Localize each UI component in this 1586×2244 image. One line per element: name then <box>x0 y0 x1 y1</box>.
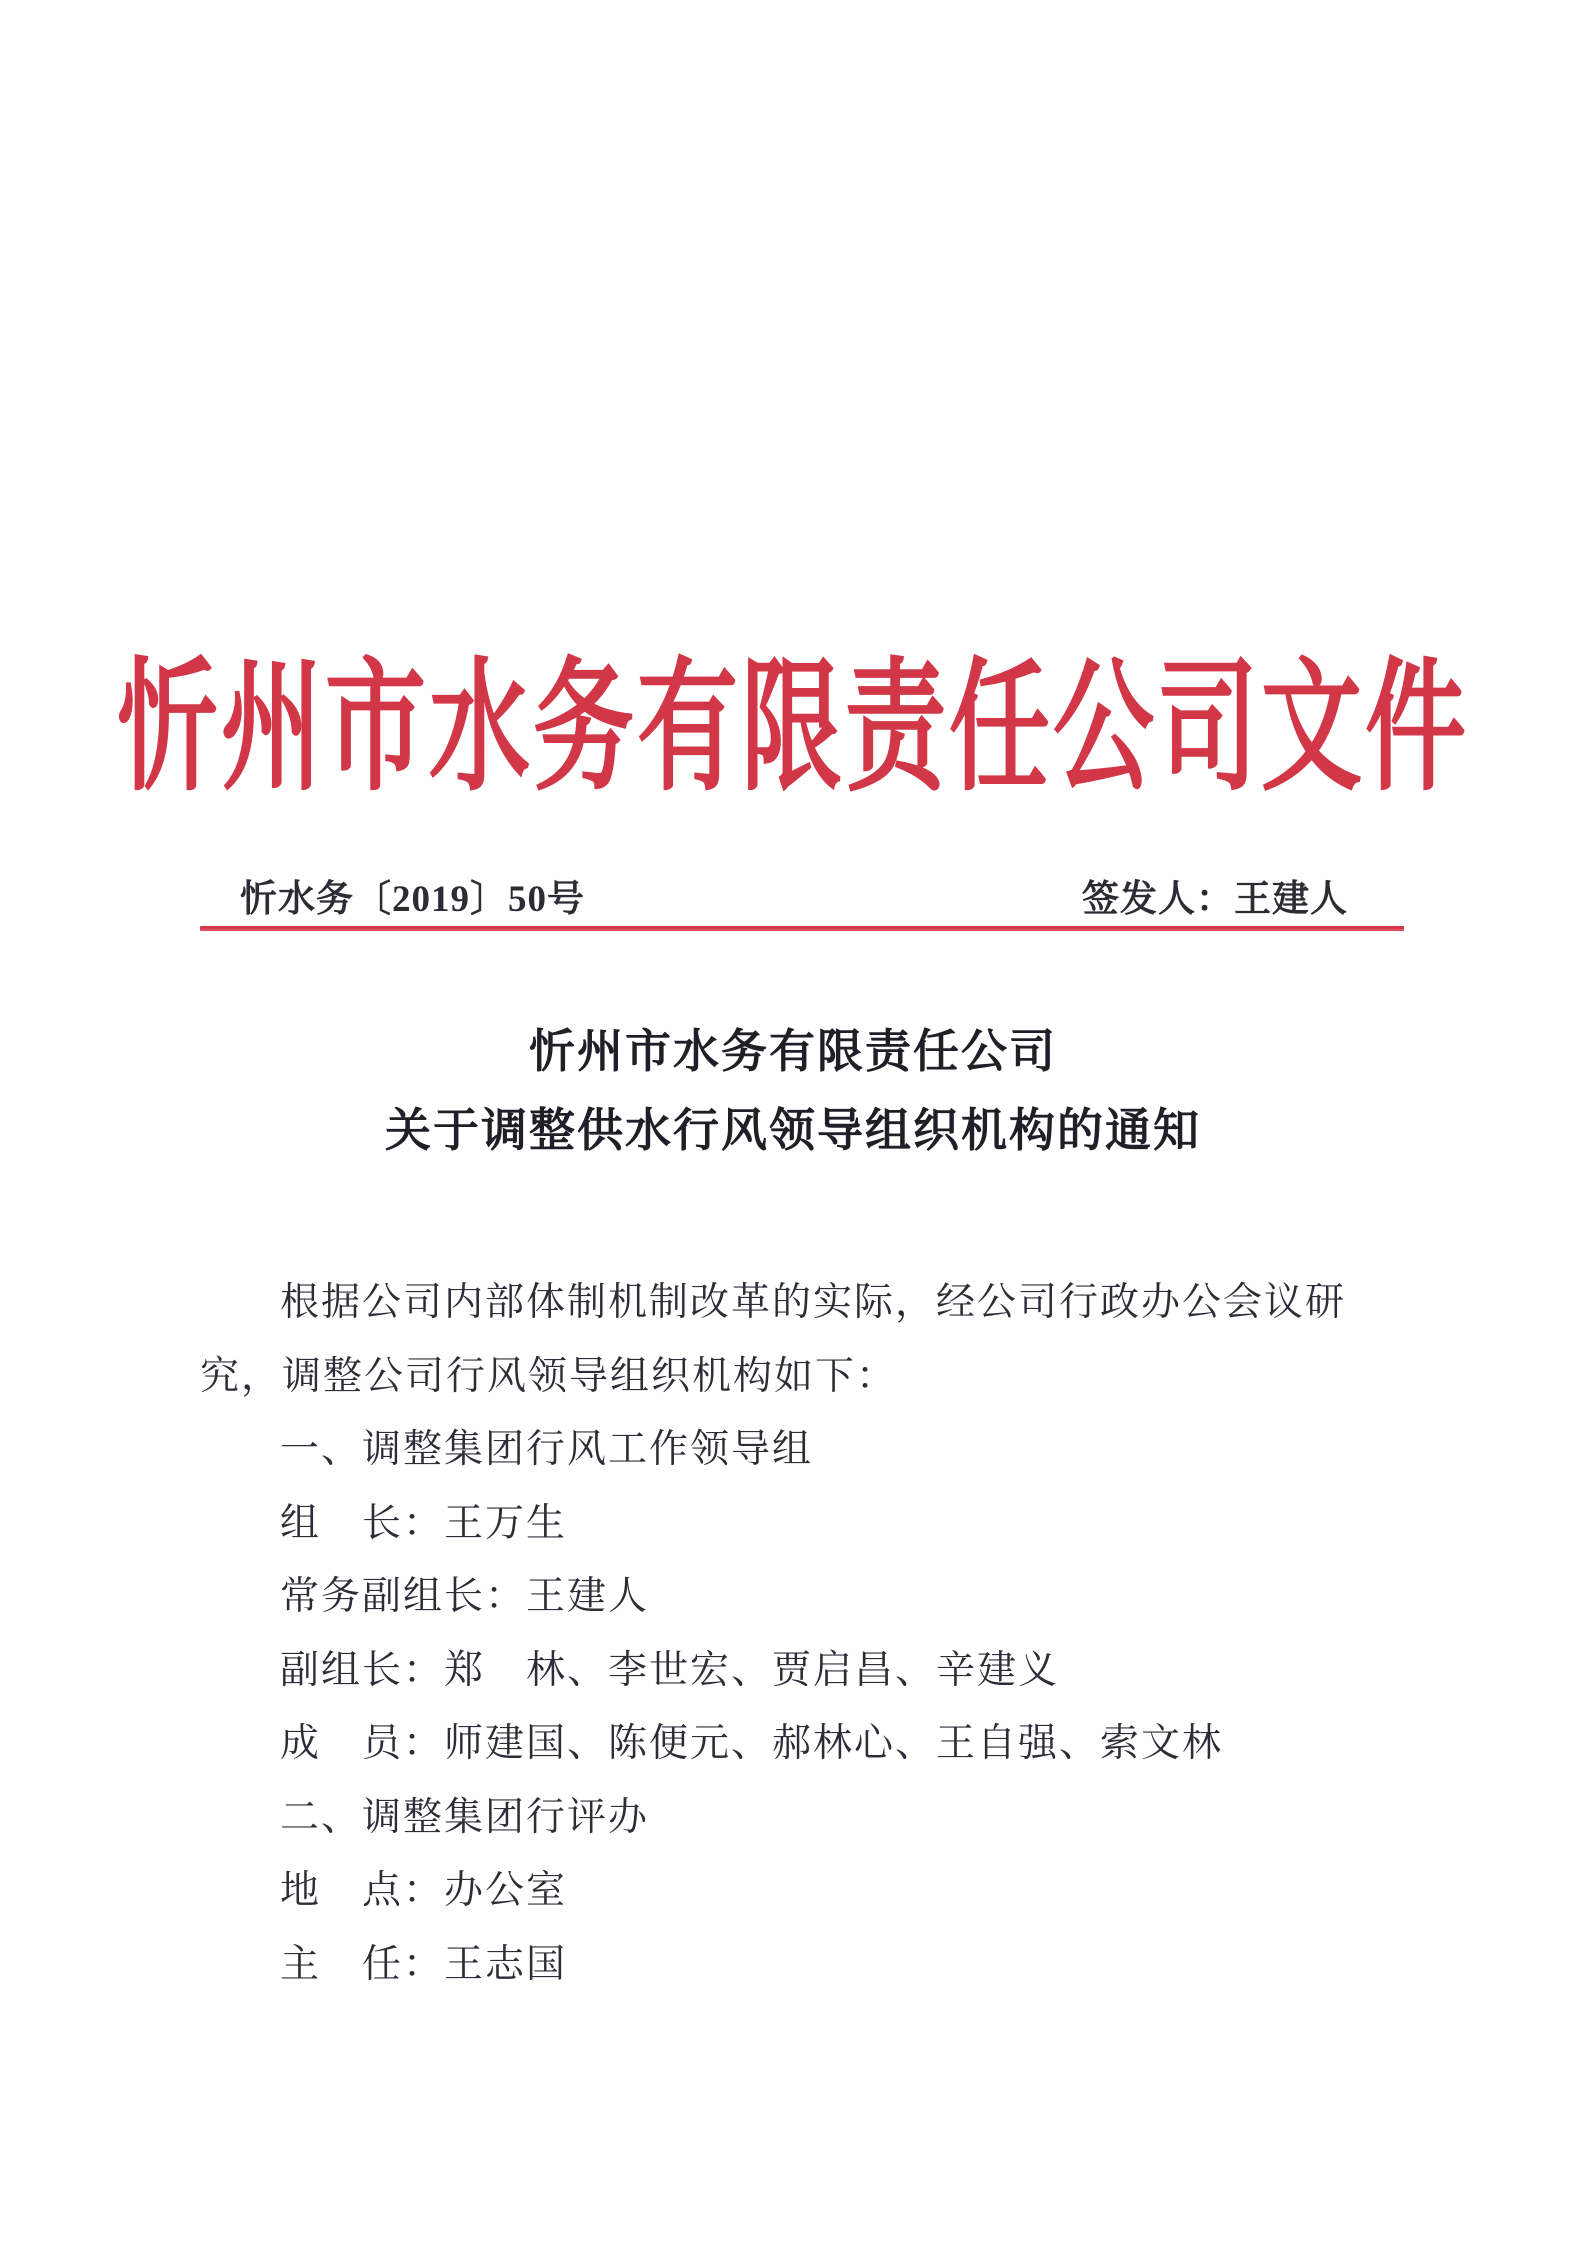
body-line: 地 点：办公室 <box>280 1869 568 1912</box>
document-body <box>200 1266 1392 2001</box>
red-letterhead <box>0 612 1586 808</box>
document-number: 忻水务〔2019〕50号 <box>240 879 585 920</box>
body-line: 副组长：郑 林、李世宏、贾启昌、辛建义 <box>280 1648 1060 1692</box>
body-line: 组 长：王万生 <box>280 1501 568 1545</box>
document-info-row <box>240 868 1348 922</box>
document-title-line2: 关于调整供水行风领导组织机构的通知 <box>385 1105 1201 1156</box>
document-title <box>0 1012 1586 1170</box>
body-line: 一、调整集团行风工作领导组 <box>280 1428 814 1471</box>
body-line: 二、调整集团行评办 <box>280 1795 650 1839</box>
red-divider-rule <box>200 926 1404 931</box>
body-line: 根据公司内部体制机制改革的实际，经公司行政办公会议研 <box>280 1281 1347 1324</box>
issuer-name: 签发人：王建人 <box>1082 879 1348 920</box>
red-letterhead-text: 忻州市水务有限责任公司文件 <box>116 648 1469 808</box>
body-line: 究，调整公司行风领导组织机构如下： <box>200 1354 898 1398</box>
body-line: 常务副组长：王建人 <box>280 1575 650 1618</box>
document-title-line1: 忻州市水务有限责任公司 <box>529 1026 1057 1077</box>
body-line: 成 员：师建国、陈便元、郝林心、王自强、索文林 <box>280 1722 1224 1765</box>
body-line: 主 任：王志国 <box>280 1942 568 1986</box>
